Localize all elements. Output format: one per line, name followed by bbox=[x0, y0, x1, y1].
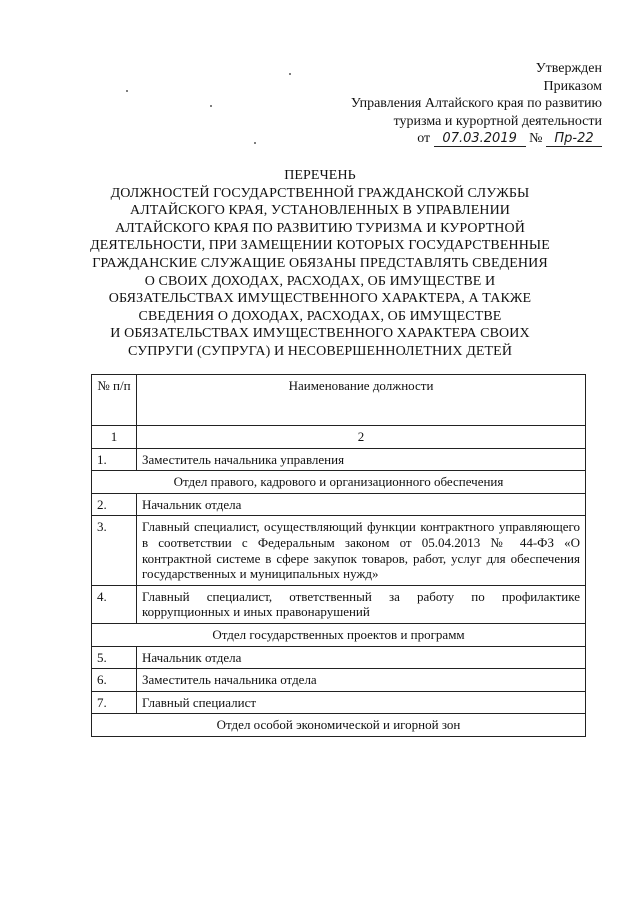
header-name-cell: Наименование должности bbox=[137, 375, 586, 426]
title-line: АЛТАЙСКОГО КРАЯ, УСТАНОВЛЕННЫХ В УПРАВЛЕНИИ bbox=[129, 203, 511, 219]
table-row bbox=[92, 646, 586, 669]
table-row bbox=[92, 669, 586, 692]
position-name: Главный специалист bbox=[137, 691, 586, 714]
row-number: 4. bbox=[92, 585, 137, 623]
row-number: 2. bbox=[92, 493, 137, 516]
row-number: 7. bbox=[92, 691, 137, 714]
row-number: 3. bbox=[92, 516, 137, 585]
title-line: ДЕЯТЕЛЬНОСТИ, ПРИ ЗАМЕЩЕНИИ КОТОРЫХ ГОСУДАРСТВЕННЫЕ bbox=[90, 238, 550, 254]
table-row bbox=[92, 691, 586, 714]
section-row bbox=[92, 623, 586, 646]
title-line: СВЕДЕНИЯ О ДОХОДАХ, РАСХОДАХ, ОБ ИМУЩЕСТВЕ bbox=[138, 308, 502, 324]
position-name: Главный специалист, ответственный за работу по профилактике коррупционных и иных правонарушений bbox=[137, 585, 586, 623]
document-title bbox=[90, 167, 550, 361]
title-line: АЛТАЙСКОГО КРАЯ ПО РАЗВИТИЮ ТУРИЗМА И КУРОРТНОЙ bbox=[115, 220, 525, 236]
table-row bbox=[92, 585, 586, 623]
title-line: ГРАЖДАНСКИЕ СЛУЖАЩИЕ ОБЯЗАНЫ ПРЕДСТАВЛЯТЬ СВЕДЕНИЯ bbox=[92, 255, 548, 271]
approval-line: туризма и курортной деятельности bbox=[393, 113, 602, 129]
table-row bbox=[92, 516, 586, 585]
position-name: Заместитель начальника отдела bbox=[137, 669, 586, 692]
scan-speck bbox=[210, 105, 212, 107]
approval-date-line bbox=[351, 130, 602, 148]
number-prefix: № bbox=[529, 131, 543, 146]
position-name: Начальник отдела bbox=[137, 646, 586, 669]
scan-speck bbox=[289, 73, 291, 75]
section-title: Отдел правого, кадрового и организационного обеспечения bbox=[92, 471, 586, 494]
title-line: ОБЯЗАТЕЛЬСТВАХ ИМУЩЕСТВЕННОГО ХАРАКТЕРА, А ТАКЖЕ bbox=[108, 291, 532, 307]
header-number-cell: № п/п bbox=[92, 375, 137, 426]
title-line: СУПРУГИ (СУПРУГА) И НЕСОВЕРШЕННОЛЕТНИХ ДЕТЕЙ bbox=[127, 343, 513, 359]
section-row bbox=[92, 714, 586, 737]
title-line: ДОЛЖНОСТЕЙ ГОСУДАРСТВЕННОЙ ГРАЖДАНСКОЙ СЛУЖБЫ bbox=[110, 185, 530, 201]
positions-table bbox=[91, 374, 586, 737]
date-prefix: от bbox=[417, 131, 431, 146]
scan-speck bbox=[254, 142, 256, 144]
position-name: Заместитель начальника управления bbox=[137, 448, 586, 471]
row-number: 5. bbox=[92, 646, 137, 669]
handwritten-date: 07.03.2019 bbox=[434, 131, 526, 147]
position-name: Начальник отдела bbox=[137, 493, 586, 516]
scan-speck bbox=[126, 90, 128, 92]
column-number-row bbox=[92, 426, 586, 449]
column-number-cell: 1 bbox=[92, 426, 137, 449]
table-row bbox=[92, 448, 586, 471]
section-title: Отдел особой экономической и игорной зон bbox=[92, 714, 586, 737]
position-name: Главный специалист, осуществляющий функции контрактного управляющего в соответствии с Федеральным законом от 05.04.2013 № 44-ФЗ «О контрактной системе в сфере закупок товаров, работ, услуг для обеспечения государственных и муниципальных нужд» bbox=[137, 516, 586, 585]
title-heading: ПЕРЕЧЕНЬ bbox=[284, 168, 356, 183]
column-number-cell: 2 bbox=[137, 426, 586, 449]
row-number: 6. bbox=[92, 669, 137, 692]
table-header-row bbox=[92, 375, 586, 426]
section-row bbox=[92, 471, 586, 494]
row-number: 1. bbox=[92, 448, 137, 471]
approval-line: Управления Алтайского края по развитию bbox=[350, 96, 602, 111]
approval-line: Приказом bbox=[543, 78, 602, 94]
title-line: И ОБЯЗАТЕЛЬСТВАХ ИМУЩЕСТВЕННОГО ХАРАКТЕРА СВОИХ bbox=[110, 326, 530, 342]
table-row bbox=[92, 493, 586, 516]
title-line: О СВОИХ ДОХОДАХ, РАСХОДАХ, ОБ ИМУЩЕСТВЕ И bbox=[144, 273, 496, 289]
approval-line: Утвержден bbox=[535, 61, 602, 76]
handwritten-order-number: Пр-22 bbox=[546, 131, 602, 147]
section-title: Отдел государственных проектов и программ bbox=[92, 623, 586, 646]
approval-block bbox=[351, 60, 602, 148]
